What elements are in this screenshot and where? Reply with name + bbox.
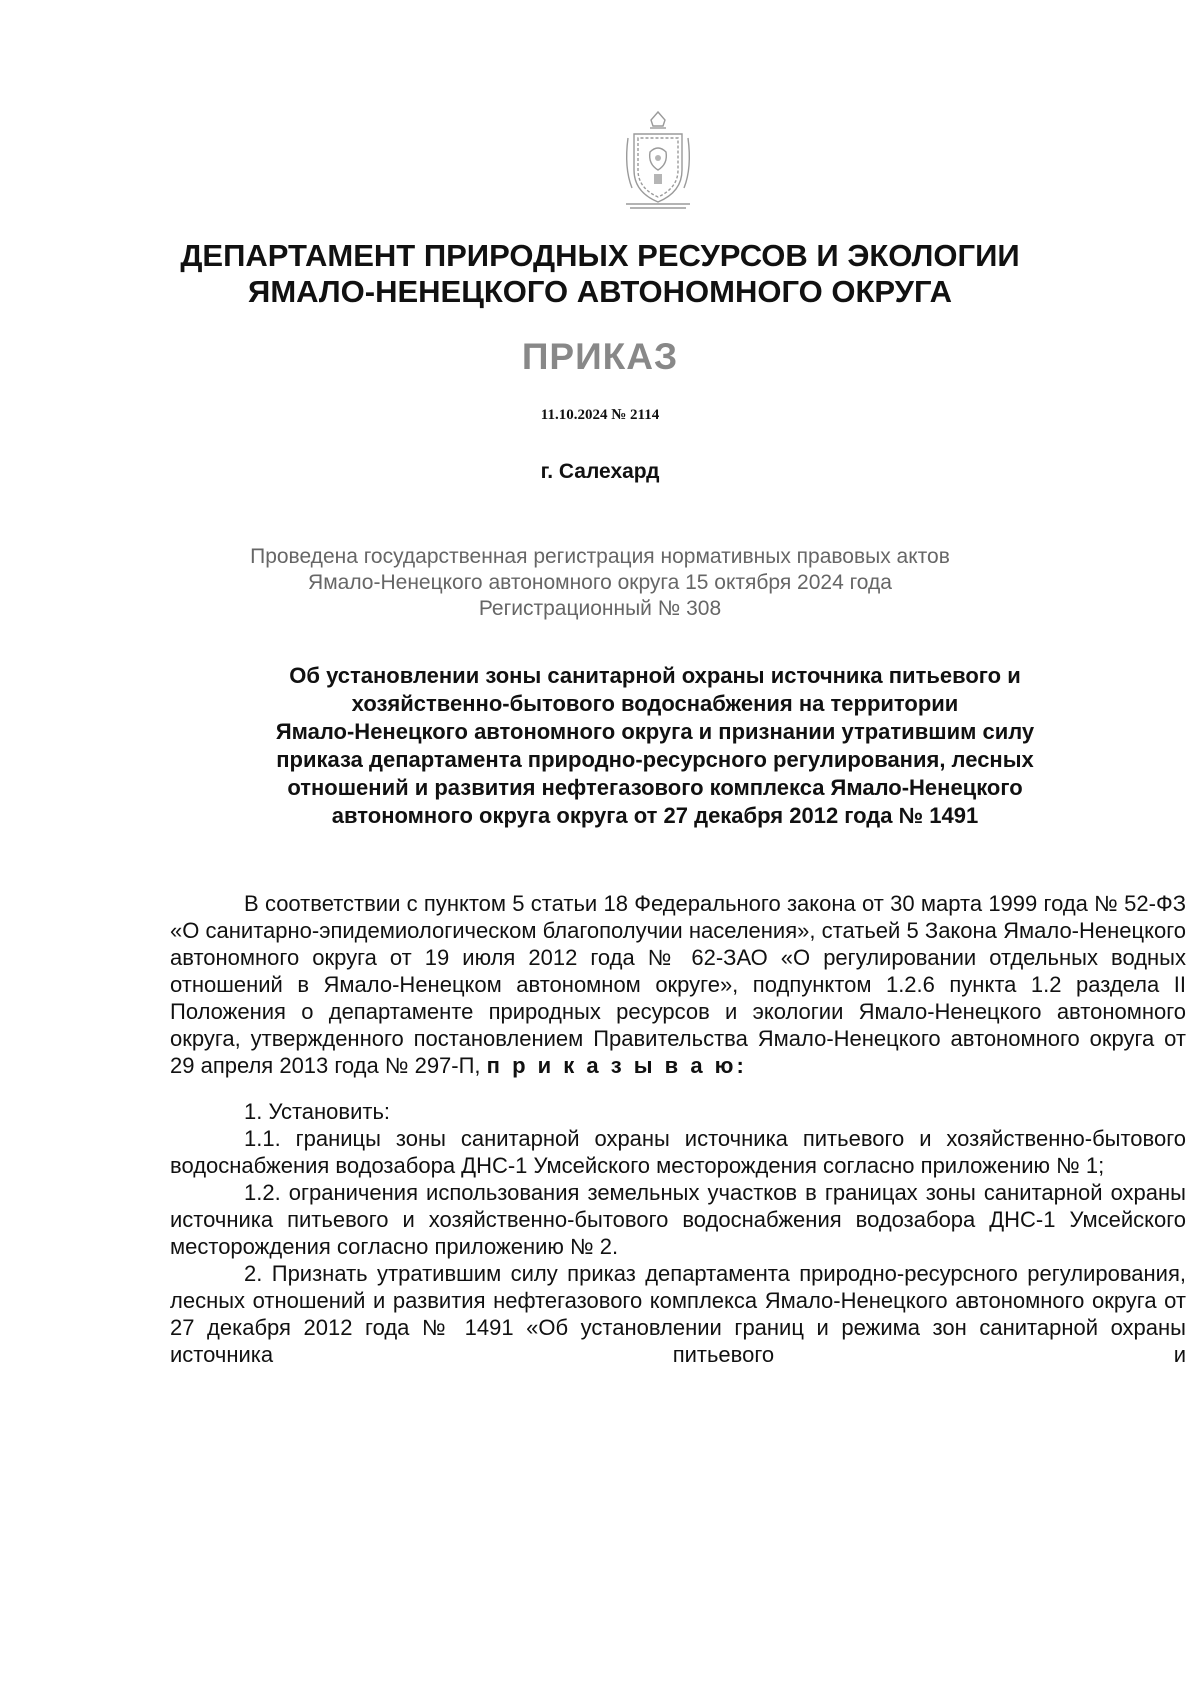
subject-line: Об установлении зоны санитарной охраны источника питьевого и [289,663,1021,688]
item-1: 1. Установить: [244,1099,391,1124]
directive-word: п р и к а з ы в а ю: [486,1053,747,1078]
item-1-1: 1.1. границы зоны санитарной охраны источника питьевого и хозяйственно-бытового водоснабжения водозабора ДНС-1 Умсейского месторождения согласно приложению № 1; [170,1126,1186,1178]
subject-line: хозяйственно-бытового водоснабжения на территории [351,691,959,716]
subject-line: приказа департамента природно-ресурсного регулирования, лесных [276,747,1034,772]
city: г. Салехард [540,460,660,483]
subject-line: автономного округа округа от 27 декабря 2012 года № 1491 [331,803,979,828]
document-body [170,890,1186,1368]
subject-line: Ямало-Ненецкого автономного округа и признании утратившим силу [275,719,1035,744]
doc-type-title: ПРИКАЗ [521,336,679,377]
coat-of-arms-icon [620,108,696,212]
registration-line-1: Проведена государственная регистрация нормативных правовых актов [250,545,950,568]
item-2: 2. Признать утратившим силу приказ департамента природно-ресурсного регулирования, лесных отношений и развития нефтегазового комплекса Ямало-Ненецкого автономного округа от 27 декабря 2012 года № 1491 «Об установлении границ и режима зон санитарной охраны источника питьевого и [170,1261,1186,1367]
subject-line: отношений и развития нефтегазового комплекса Ямало-Ненецкого [287,775,1023,800]
preamble-paragraph [170,890,1186,1079]
department-line-2: ЯМАЛО-НЕНЕЦКОГО АВТОНОМНОГО ОКРУГА [248,274,952,309]
order-number: 11.10.2024 № 2114 [540,407,660,423]
document-subject [170,662,1140,830]
registration-line-3: Регистрационный № 308 [478,597,722,620]
registration-stamp [0,544,1200,622]
registration-line-2: Ямало-Ненецкого автономного округа 15 октября 2024 года [308,571,892,594]
preamble-text: В соответствии с пунктом 5 статьи 18 Федерального закона от 30 марта 1999 года № 52-ФЗ «О санитарно-эпидемиологическом благополучии населения», статьей 5 Закона Ямало-Ненецкого автономного округа от 19 июля 2012 года № 62-ЗАО «О регулировании отдельных водных отношений в Ямало-Ненецком автономном округе», подпунктом 1.2.6 пункта 1.2 раздела II Положения о департаменте природных ресурсов и экологии Ямало-Ненецкого автономного округа, утвержденного постановлением Правительства Ямало-Ненецкого автономного округа от 29 апреля 2013 года № 297-П, [170,891,1186,1078]
department-name [0,238,1200,310]
item-1-2: 1.2. ограничения использования земельных участков в границах зоны санитарной охраны источника питьевого и хозяйственно-бытового водоснабжения водозабора ДНС-1 Умсейского месторождения согласно приложению № 2. [170,1180,1186,1259]
department-line-1: ДЕПАРТАМЕНТ ПРИРОДНЫХ РЕСУРСОВ И ЭКОЛОГИИ [180,238,1020,273]
